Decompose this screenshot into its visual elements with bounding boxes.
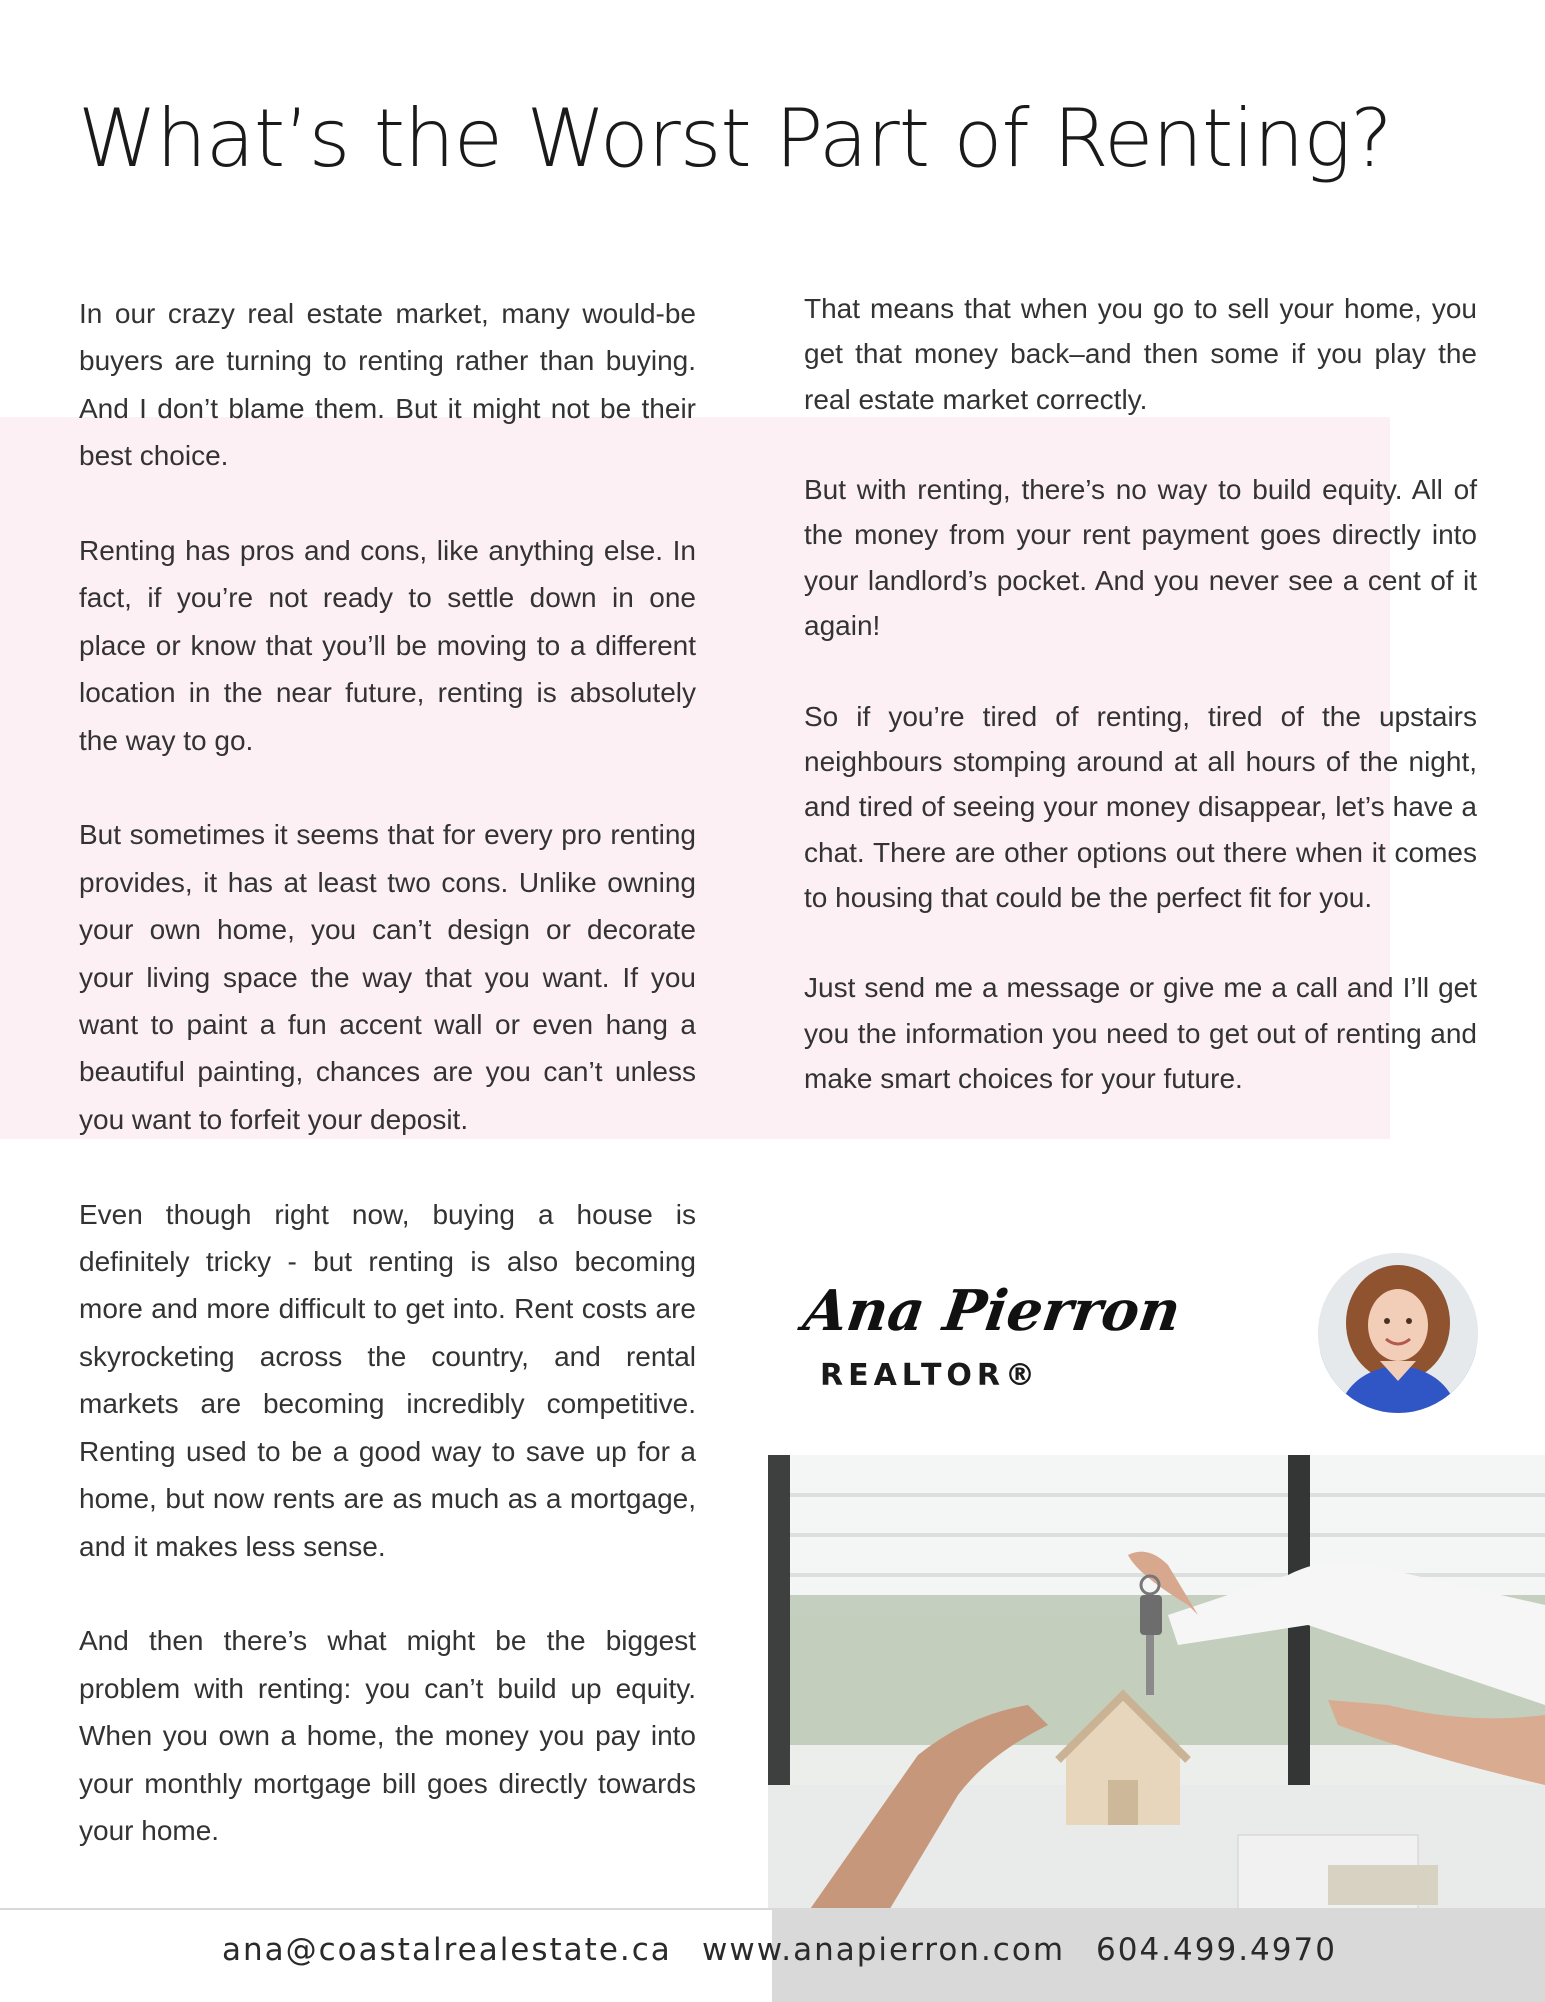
left-paragraph-4: Even though right now, buying a house is definitely tricky - but renting is also becoming more and more difficult to get into. Rent costs are skyrocketing across the country, and rental markets are becoming incredibly competitive. Renting used to be a good way to save up for a home, but now rents are as much as a mortgage, and it makes less sense. <box>79 1198 696 1562</box>
footer-email-link[interactable]: ana@coastalrealestate.ca <box>222 1932 672 1968</box>
right-column <box>804 286 1477 1101</box>
agent-role: REALTOR® <box>820 1358 1041 1393</box>
footer-phone-link[interactable]: 604.499.4970 <box>1096 1932 1337 1968</box>
right-paragraph-3: So if you’re tired of renting, tired of the upstairs neighbours stomping around at all hours of the night, and tired of seeing your money disappear, let’s have a chat. There are other options out there when it comes to housing that could be the perfect fit for you. <box>804 700 1477 913</box>
right-paragraph-2: But with renting, there’s no way to build equity. All of the money from your rent payment goes directly into your landlord’s pocket. And you never see a cent of it again! <box>804 474 1477 642</box>
footer-website-link[interactable]: www.anapierron.com <box>702 1932 1066 1968</box>
agent-portrait-icon <box>1318 1253 1478 1413</box>
page-title: What’s the Worst Part of Renting? <box>78 92 1392 185</box>
agent-signature: Ana Pierron <box>799 1278 1185 1344</box>
footer-contact-bar <box>0 1908 1545 2002</box>
left-paragraph-3: But sometimes it seems that for every pro renting provides, it has at least two cons. Unlike owning your own home, you can’t design or decorate your living space the way that you want. If you want to paint a fun accent wall or even hang a beautiful painting, chances are you can’t unless you want to forfeit your deposit. <box>79 819 696 1135</box>
left-column <box>79 290 696 1854</box>
left-paragraph-5: And then there’s what might be the biggest problem with renting: you can’t build up equity. When you own a home, the money you pay into your monthly mortgage bill goes directly towards your home. <box>79 1625 696 1846</box>
right-paragraph-4: Just send me a message or give me a call and I’ll get you the information you need to get out of renting and make smart choices for your future. <box>804 972 1477 1095</box>
left-paragraph-2: Renting has pros and cons, like anything else. In fact, if you’re not ready to settle down in one place or know that you’ll be moving to a different location in the near future, renting is absolutely the way to go. <box>79 535 696 756</box>
agent-avatar <box>1318 1253 1478 1413</box>
right-paragraph-1: That means that when you go to sell your home, you get that money back–and then some if you play the real estate market correctly. <box>804 293 1477 415</box>
keys-handover-photo <box>768 1455 1545 1912</box>
left-paragraph-1: In our crazy real estate market, many would-be buyers are turning to renting rather than buying. And I don’t blame them. But it might not be their best choice. <box>79 298 696 472</box>
